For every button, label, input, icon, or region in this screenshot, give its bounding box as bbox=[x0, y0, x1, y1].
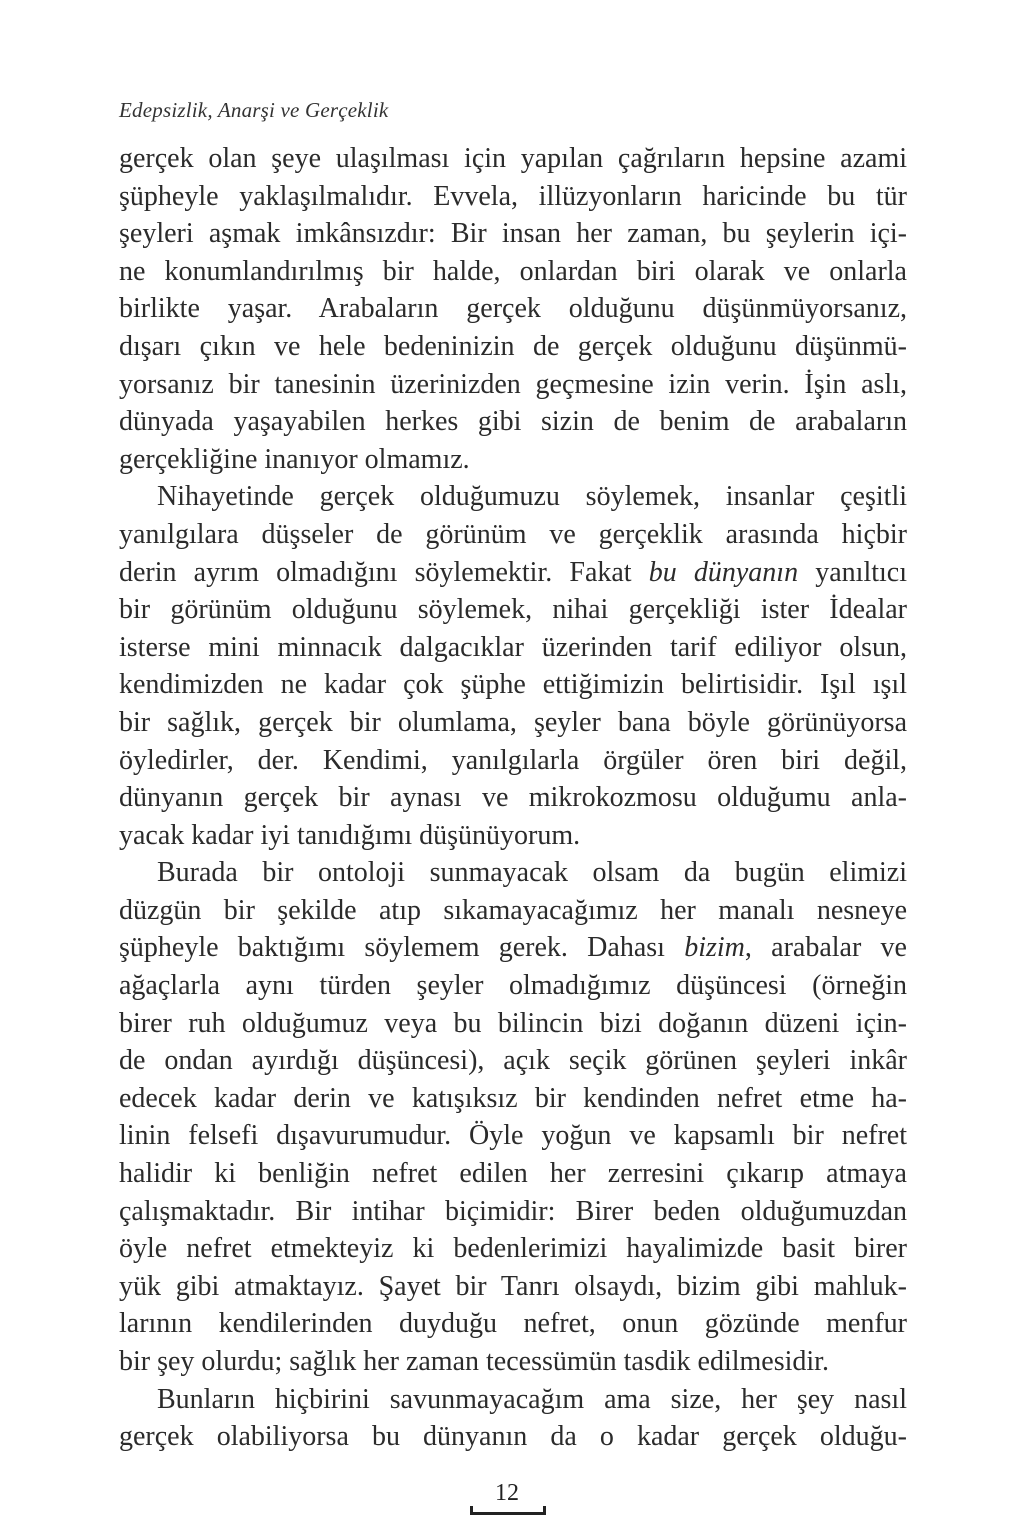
text-segment: çalışmaktadır. Bir intihar biçimidir: Birer beden olduğumuzdan bbox=[119, 1195, 907, 1227]
text-line bbox=[119, 253, 907, 291]
text-line bbox=[119, 1343, 907, 1381]
text-segment: şeyleri aşmak imkânsızdır: Bir insan her zaman, bu şeylerin içi- bbox=[119, 218, 907, 250]
text-segment: yorsanız bir tanesinin üzerinizden geçmesine izin verin. İşin aslı, bbox=[119, 368, 907, 400]
text-segment: birlikte yaşar. Arabaların gerçek olduğunu düşünmüyorsanız, bbox=[119, 293, 907, 325]
text-segment: yanılgılara düşseler de görünüm ve gerçeklik arasında hiçbir bbox=[119, 518, 907, 550]
text-line bbox=[119, 328, 907, 366]
text-line bbox=[119, 554, 907, 592]
text-line bbox=[119, 178, 907, 216]
text-line bbox=[119, 892, 907, 930]
text-line bbox=[119, 1230, 907, 1268]
text-line bbox=[119, 1268, 907, 1306]
text-line bbox=[119, 1042, 907, 1080]
text-line bbox=[119, 1155, 907, 1193]
text-segment: birer ruh olduğumuz veya bu bilincin bizi doğanın düzeni için- bbox=[119, 1007, 907, 1039]
text-segment: ağaçlarla aynı türden şeyler olmadığımız düşüncesi (örneğin bbox=[119, 970, 907, 1002]
text-segment: yacak kadar iyi tanıdığımı düşünüyorum. bbox=[119, 819, 581, 851]
text-segment: gerçekliğine inanıyor olmamız. bbox=[119, 443, 470, 475]
text-segment: Bunların hiçbirini savunmayacağım ama size, her şey nasıl bbox=[157, 1383, 907, 1415]
text-line bbox=[119, 1117, 907, 1155]
text-segment: şüpheyle baktığımı söylemem gerek. Dahası bbox=[119, 932, 685, 964]
text-segment: Burada bir ontoloji sunmayacak olsam da bugün elimizi bbox=[157, 857, 907, 889]
text-segment: , arabalar ve bbox=[744, 932, 907, 964]
text-line bbox=[119, 478, 907, 516]
text-line bbox=[119, 704, 907, 742]
text-line bbox=[119, 1418, 907, 1456]
text-line bbox=[119, 140, 907, 178]
text-segment: Nihayetinde gerçek olduğumuzu söylemek, insanlar çeşitli bbox=[157, 481, 907, 513]
text-line bbox=[119, 1080, 907, 1118]
text-line bbox=[119, 817, 907, 855]
text-segment: linin felsefi dışavurumudur. Öyle yoğun ve kapsamlı bir nefret bbox=[119, 1120, 907, 1152]
text-segment: öyledirler, der. Kendimi, yanılgılarla örgüler ören biri değil, bbox=[119, 744, 907, 776]
text-segment: halidir ki benliğin nefret edilen her zerresini çıkarıp atmaya bbox=[119, 1158, 907, 1190]
page-number: 12 bbox=[495, 1480, 519, 1506]
text-line bbox=[119, 290, 907, 328]
text-line bbox=[119, 366, 907, 404]
text-segment: dışarı çıkın ve hele bedeninizin de gerçek olduğunu düşünmü- bbox=[119, 330, 907, 362]
text-line bbox=[119, 779, 907, 817]
text-segment: derin ayrım olmadığını söylemektir. Fakat bbox=[119, 556, 649, 588]
text-segment: isterse mini minnacık dalgacıklar üzerinden tarif ediliyor olsun, bbox=[119, 631, 907, 663]
text-line bbox=[119, 215, 907, 253]
text-segment: dünyanın gerçek bir aynası ve mikrokozmosu olduğumu anla- bbox=[119, 782, 907, 814]
text-segment: gerçek olan şeye ulaşılması için yapılan çağrıların hepsine azami bbox=[119, 143, 907, 174]
text-line bbox=[119, 516, 907, 554]
running-header-title: Edepsizlik, Anarşi ve Gerçeklik bbox=[119, 98, 389, 122]
paragraph bbox=[119, 478, 907, 854]
text-segment: edecek kadar derin ve katışıksız bir kendinden nefret etme ha- bbox=[119, 1082, 907, 1114]
text-segment: bir şey olurdu; sağlık her zaman tecessümün tasdik edilmesidir. bbox=[119, 1346, 829, 1377]
text-segment: öyle nefret etmekteyiz ki bedenlerimizi hayalimizde basit birer bbox=[119, 1233, 907, 1265]
text-line bbox=[119, 1305, 907, 1343]
text-segment: ne konumlandırılmış bir halde, onlardan biri olarak ve onlarla bbox=[119, 255, 907, 287]
text-segment: dünyada yaşayabilen herkes gibi sizin de benim de arabaların bbox=[119, 406, 907, 438]
text-segment: kendimizden ne kadar çok şüphe ettiğimizin belirtisidir. Işıl ışıl bbox=[119, 669, 907, 701]
paragraph bbox=[119, 854, 907, 1380]
page-number-rule bbox=[470, 1512, 546, 1515]
paragraph bbox=[119, 140, 907, 478]
text-line bbox=[119, 1005, 907, 1043]
text-segment: larının kendilerinden duyduğu nefret, onun gözünde menfur bbox=[119, 1308, 907, 1340]
text-segment: bir görünüm olduğunu söylemek, nihai gerçekliği ister İdealar bbox=[119, 594, 907, 626]
text-line bbox=[119, 591, 907, 629]
paragraph bbox=[119, 1381, 907, 1456]
text-segment: de ondan ayırdığı düşüncesi), açık seçik görünen şeyleri inkâr bbox=[119, 1045, 907, 1077]
text-line bbox=[119, 967, 907, 1005]
text-line bbox=[119, 403, 907, 441]
text-segment: yük gibi atmaktayız. Şayet bir Tanrı olsaydı, bizim gibi mahluk- bbox=[119, 1270, 907, 1302]
text-line bbox=[119, 666, 907, 704]
text-line bbox=[119, 441, 907, 479]
italic-text: bizim bbox=[684, 932, 745, 964]
text-line bbox=[119, 1381, 907, 1419]
text-line bbox=[119, 629, 907, 667]
italic-text: bu dünyanın bbox=[648, 556, 799, 588]
text-segment: yanıltıcı bbox=[798, 556, 907, 588]
text-segment: şüpheyle yaklaşılmalıdır. Evvela, illüzyonların haricinde bu tür bbox=[119, 180, 907, 212]
text-segment: düzgün bir şekilde atıp sıkamayacağımız her manalı nesneye bbox=[119, 894, 907, 926]
text-segment: gerçek olabiliyorsa bu dünyanın da o kadar gerçek olduğu- bbox=[119, 1421, 907, 1453]
text-line bbox=[119, 1193, 907, 1231]
text-segment: bir sağlık, gerçek bir olumlama, şeyler bana böyle görünüyorsa bbox=[119, 706, 907, 738]
text-line bbox=[119, 854, 907, 892]
body-text bbox=[119, 140, 907, 1456]
text-line bbox=[119, 742, 907, 780]
text-line bbox=[119, 929, 907, 967]
